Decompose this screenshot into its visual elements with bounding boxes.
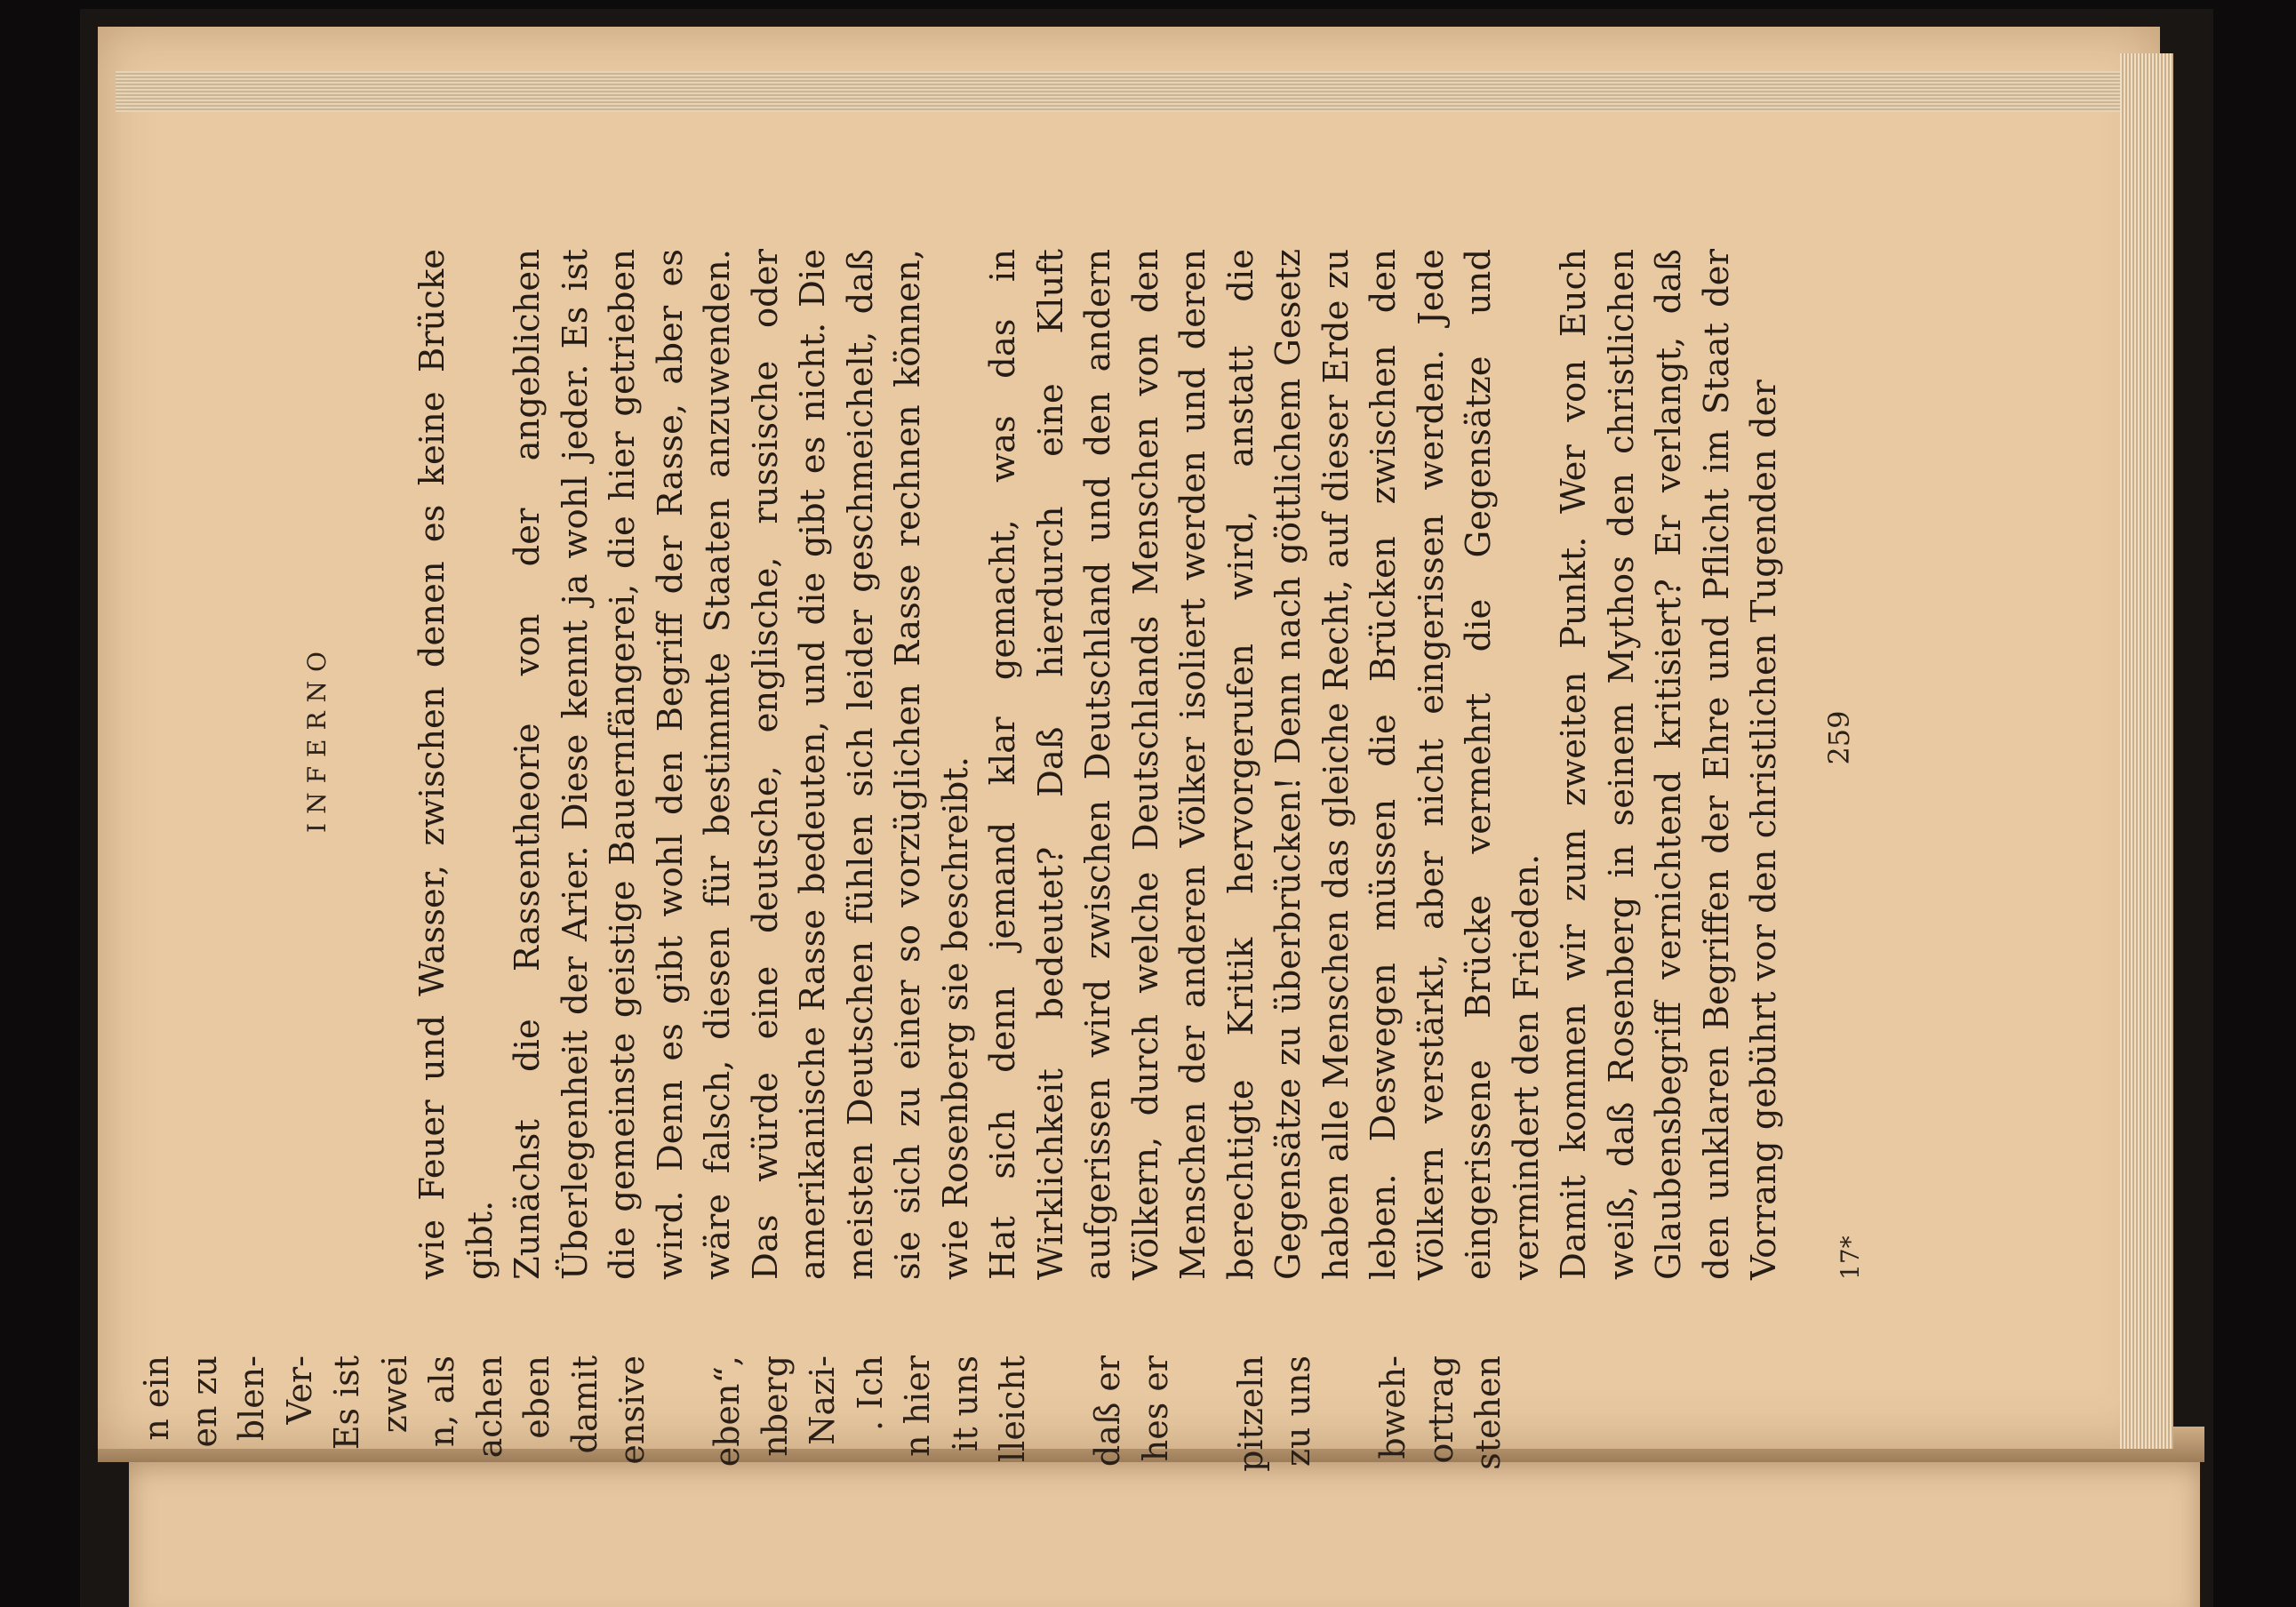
left-page-line: lleicht [993,1355,1032,1462]
left-page-line: zwei [374,1355,414,1434]
right-page-content [98,27,2231,1449]
left-page-line: stehen [1468,1355,1508,1470]
left-page-line [657,1355,705,1604]
running-head: INFERNO [302,643,332,833]
left-page-line: n hier [898,1355,937,1457]
left-page-line: ortrag [1420,1355,1460,1464]
signature-mark: 17* [1836,1235,1865,1280]
left-page-line: Es ist [327,1355,366,1451]
left-page-line: achen [469,1355,509,1459]
left-page-line: ensive [612,1355,652,1465]
left-page-line: damit [564,1355,604,1454]
left-page-line: Nazi- [803,1355,842,1445]
left-page-line [1037,1355,1085,1604]
left-page-content [133,1355,1822,1604]
left-page-line: Ver- [279,1355,319,1425]
left-page-line: en zu [184,1355,224,1448]
left-page-line: zu uns [1278,1355,1317,1467]
left-page-line: n, als [422,1355,461,1447]
left-page-line: it uns [945,1355,985,1451]
left-page-line: pitzeln [1230,1355,1270,1472]
paragraph: Damit kommen wir zum zweiten Punkt. Wer von Euch weiß, daß Rosenberg in seinem Mythos den christlichen Glaubensbegriff vernichtend kritisiert? Er verlangt, daß den unklaren Begriffen der Ehre und Pflicht im Staat der Vorrang gebührt vor den christlichen Tugenden der [1554,249,1784,1280]
left-page-line: daß er [1088,1355,1127,1467]
paragraph: Hat sich denn jemand klar gemacht, was das in Wirklichkeit bedeutet? Daß hierdurch eine Kluft aufgerissen wird zwischen Deutschland und den andern Völkern, durch welche Deutschlands Menschen von den Menschen der anderen Völker isoliert werden und deren berechtigte Kritik hervorgerufen wird, anstatt die Gegensätze zu überbrücken! Denn nach göttlichem Gesetz haben alle Menschen das gleiche Recht, auf dieser Erde zu leben. Deswegen müssen die Brücken zwischen den Völkern verstärkt, aber nicht eingerissen werden. Jede eingerissene Brücke vermehrt die Gegensätze und vermindert den Frieden. [983,249,1547,1280]
left-page-line: nberg [755,1355,795,1457]
left-page-line [1180,1355,1228,1604]
paragraph: wie Feuer und Wasser, zwischen denen es keine Brücke gibt. [412,249,500,1280]
left-page-line: hes er [1135,1355,1175,1462]
left-page-line [1323,1355,1371,1604]
left-page-line: eben [517,1355,556,1439]
paragraph: Zunächst die Rassentheorie von der angeblichen Überlegenheit der Arier. Diese kennt ja wohl jeder. Es ist die gemeinste geistige Bauernfängerei, die hier getrieben wird. Denn es gibt wohl den Begriff der Rasse, aber es wäre falsch, diesen für bestimmte Staaten anzuwenden. Das würde eine deutsche, englische, russische oder amerikanische Rasse bedeuten, und die gibt es nicht. Die meisten Deutschen fühlen sich leider geschmeichelt, daß sie sich zu einer so vorzüglichen Rasse rechnen können, wie Rosenberg sie beschreibt. [508,249,976,1280]
left-page-line: n ein [137,1355,176,1441]
left-page-line: bweh- [1373,1355,1412,1459]
left-page-line: blen- [232,1355,271,1442]
left-page-line: eben“, [708,1355,747,1467]
page-number: 259 [1822,710,1856,765]
left-page-line: . Ich [850,1355,890,1431]
left-page-text-fragments [133,1355,1513,1604]
text-block [409,249,1788,1280]
